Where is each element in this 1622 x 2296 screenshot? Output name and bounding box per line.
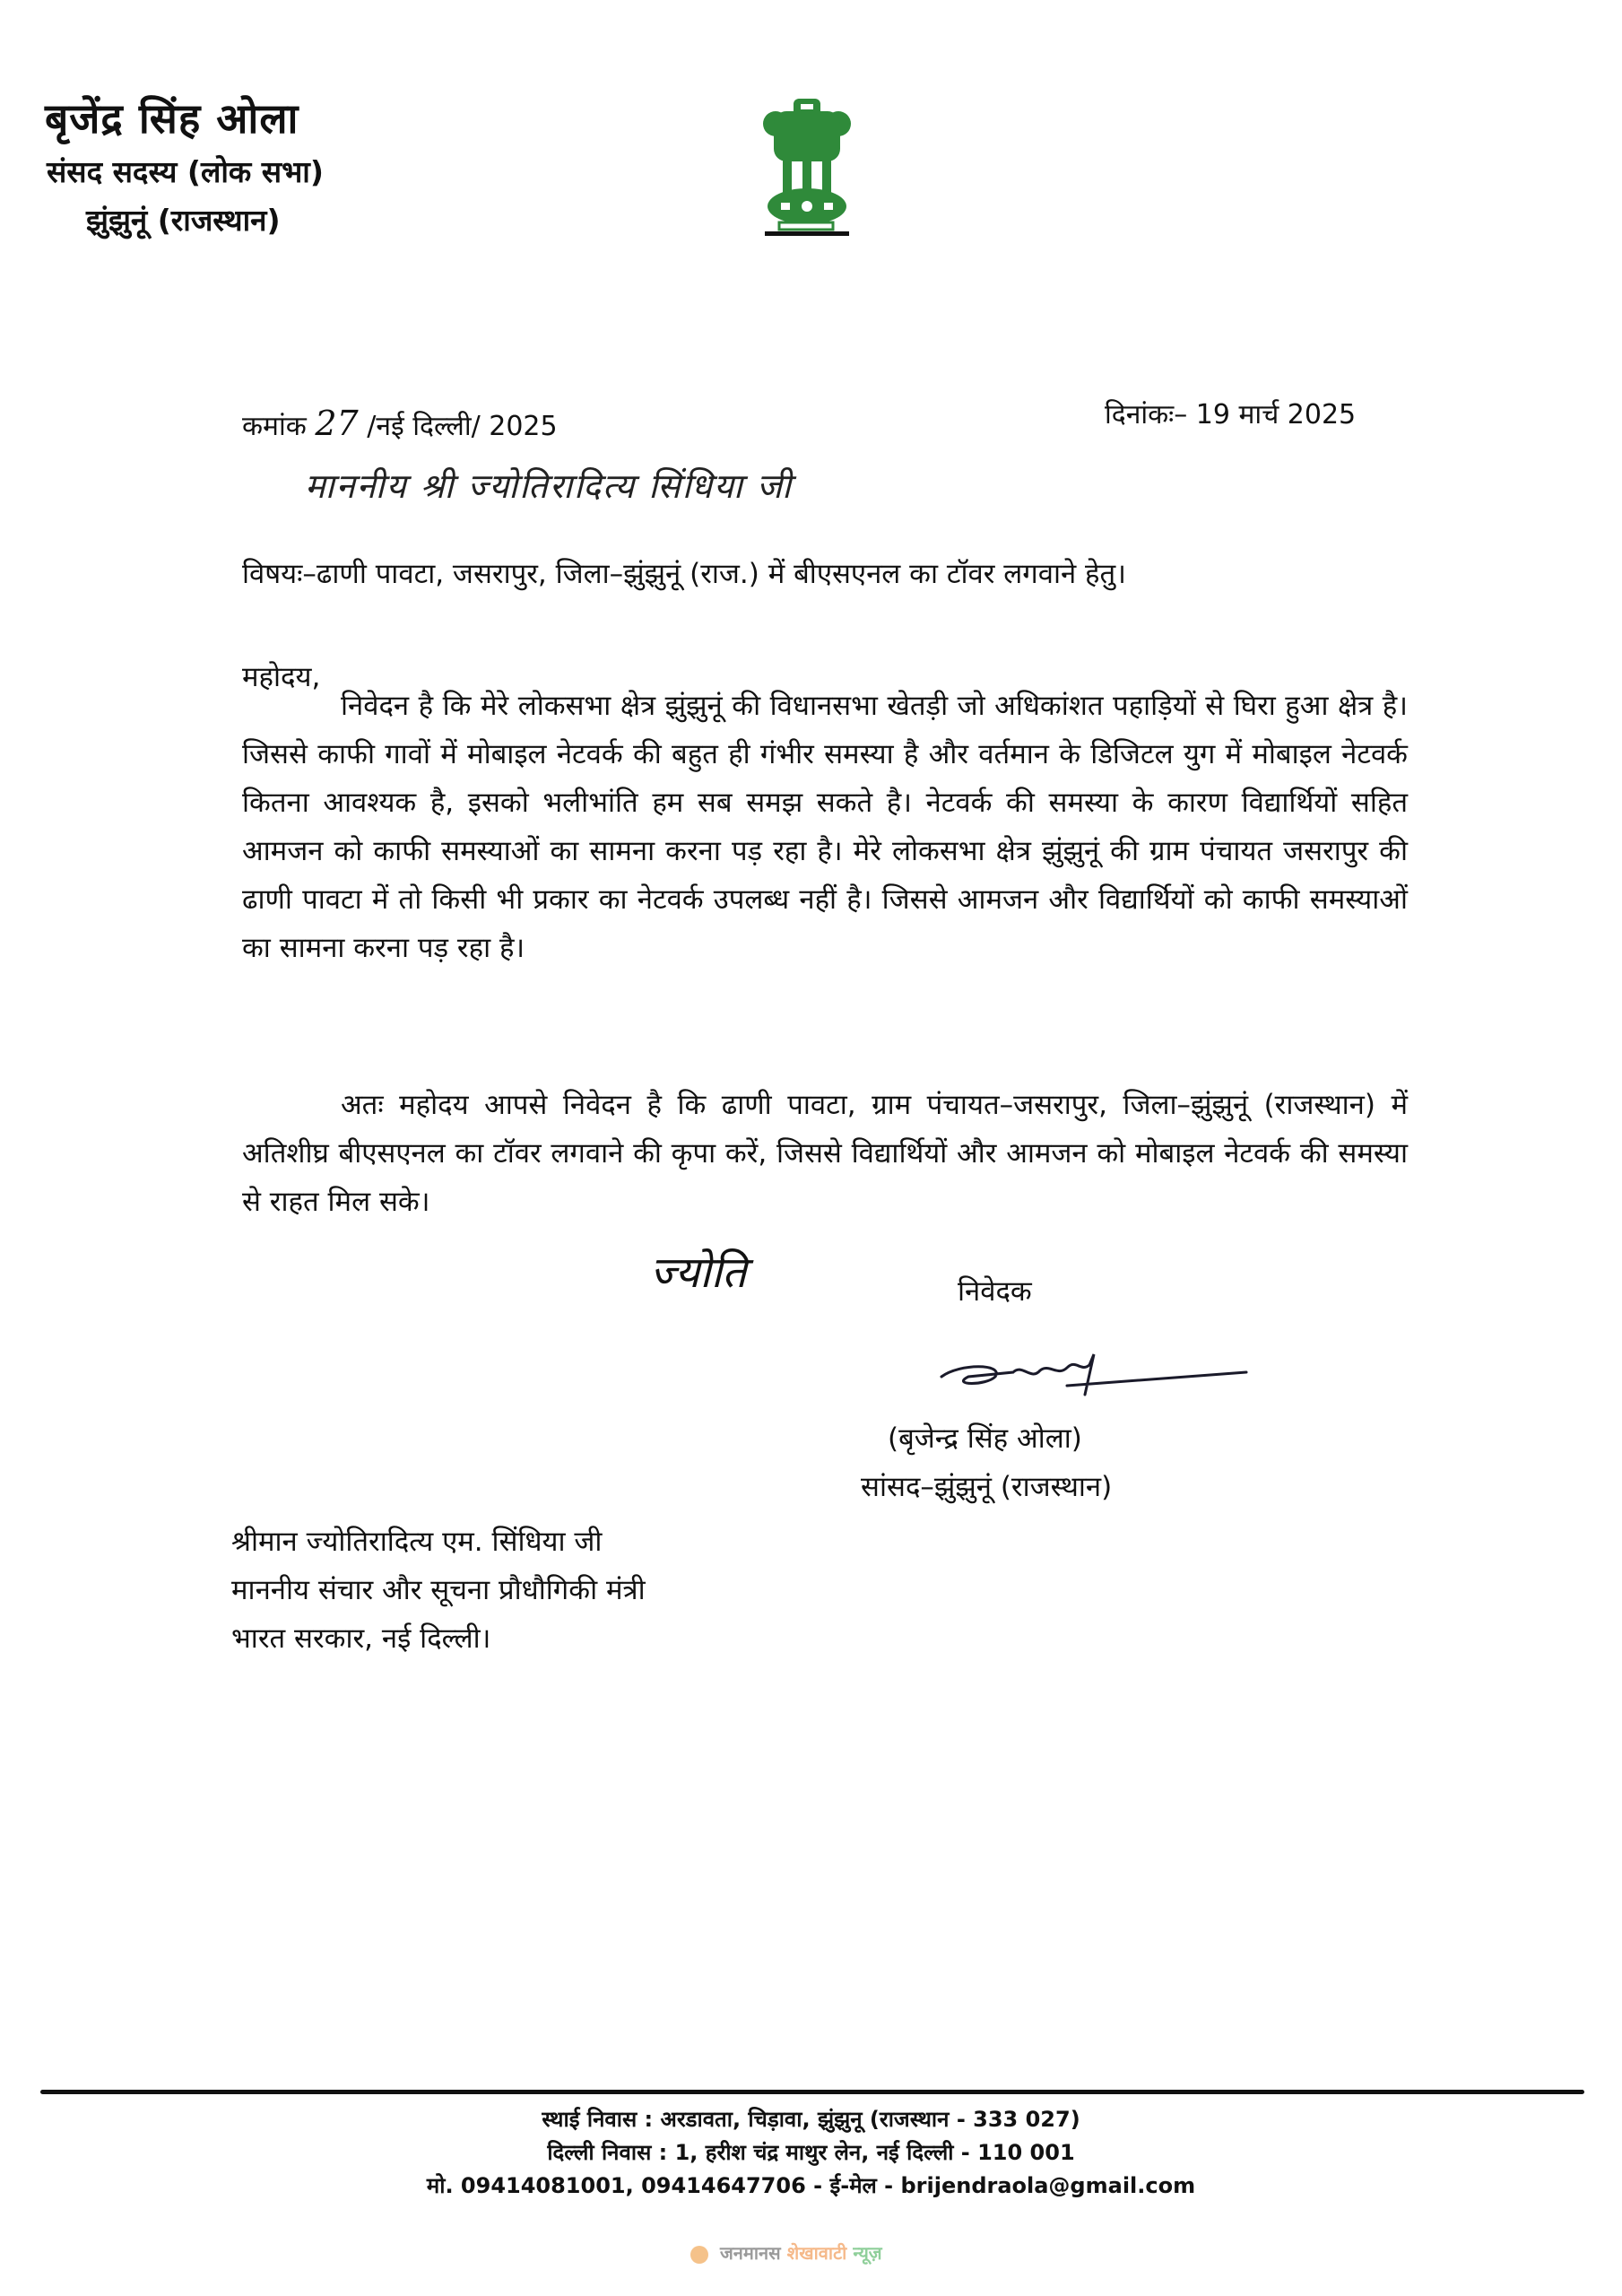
signatory-name: (बृजेन्द्र सिंह ओला) [888,1422,1082,1455]
body-paragraph-2-text: अतः महोदय आपसे निवेदन है कि ढाणी पावटा, ग्राम पंचायत–जसरापुर, जिला–झुंझुनूं (राजस्थान) में अतिशीघ्र बीएसएनल का टॉवर लगवाने की कृपा करें, जिससे विद्यार्थियों और आमजन को मोबाइल नेटवर्क की समस्या से राहत मिल सके। [242,1089,1408,1218]
signature-icon [932,1336,1255,1399]
addressee-block [231,1518,646,1663]
footer-contact: मो. 09414081001, 09414647706 - ई-मेल - brijendraola@gmail.com [426,2173,1196,2198]
letterhead-constituency: झुंझुनूं (राजस्थान) [86,203,281,238]
letterhead-name: बृजेंद्र सिंह ओला [45,94,299,143]
watermark-part-2: शेखावाटी [786,2242,847,2264]
body-paragraph-2 [242,1081,1408,1226]
footer-permanent-address: स्थाई निवास : अरडावता, चिड़ावा, झुंझुनू (राजस्थान - 333 027) [542,2107,1080,2132]
subject-line: विषयः–ढाणी पावटा, जसरापुर, जिला–झुंझुनूं (राज.) में बीएसएनल का टॉवर लगवाने हेतु। [242,558,1126,590]
addressee-line-2: माननीय संचार और सूचना प्रौधौगिकी मंत्री [231,1574,646,1606]
watermark-part-1: जनमानस [719,2242,781,2264]
handwritten-salutation: माननीय श्री ज्योतिरादित्य सिंधिया जी [305,466,793,506]
handwritten-initials: ज्योति [650,1248,747,1298]
greeting: महोदय, [242,661,321,693]
watermark-part-3: न्यूज़ [853,2242,882,2264]
footer [0,2103,1622,2203]
reference-suffix: /नई दिल्ली/ 2025 [367,411,558,442]
date-value: 19 मार्च 2025 [1195,399,1357,430]
letterhead-designation: संसद सदस्य (लोक सभा) [47,154,324,189]
reference-number: 27 [315,404,359,443]
emblem-base [765,231,849,236]
reference-prefix: कमांक [242,411,307,442]
signatory-post: सांसद–झुंझुनूं (राजस्थान) [861,1471,1113,1503]
watermark [690,2240,882,2265]
date-line [1105,395,1356,431]
addressee-line-1: श्रीमान ज्योतिरादित्य एम. सिंधिया जी [231,1526,603,1558]
footer-divider [40,2090,1584,2094]
date-label: दिनांकः– [1105,399,1188,430]
body-paragraph-1-text: निवेदन है कि मेरे लोकसभा क्षेत्र झुंझुनूं की विधानसभा खेतड़ी जो अधिकांशत पहाड़ियों से घिरा हुआ क्षेत्र है। जिससे काफी गावों में मोबाइल नेटवर्क की बहुत ही गंभीर समस्या है और वर्तमान के डिजिटल युग में मोबाइल नेटवर्क कितना आवश्यक है, इसको भलीभांति हम सब समझ सकते है। नेटवर्क की समस्या के कारण विद्यार्थियों सहित आमजन को काफी समस्याओं का सामना करना पड़ रहा है। मेरे लोकसभा क्षेत्र झुंझुनूं की ग्राम पंचायत जसरापुर की ढाणी पावटा में तो किसी भी प्रकार का नेटवर्क उपलब्ध नहीं है। जिससे आमजन और विद्यार्थियों को काफी समस्याओं का सामना करना पड़ रहा है। [242,690,1408,964]
body-paragraph-1 [242,682,1408,972]
watermark-logo-icon [690,2246,708,2264]
reference-line [242,404,558,443]
footer-delhi-address: दिल्ली निवास : 1, हरीश चंद्र माथुर लेन, नई दिल्ली - 110 001 [547,2140,1075,2165]
national-emblem-icon [758,90,856,242]
addressee-line-3: भारत सरकार, नई दिल्ली। [231,1622,491,1655]
closing-label: निवेदक [958,1275,1032,1308]
